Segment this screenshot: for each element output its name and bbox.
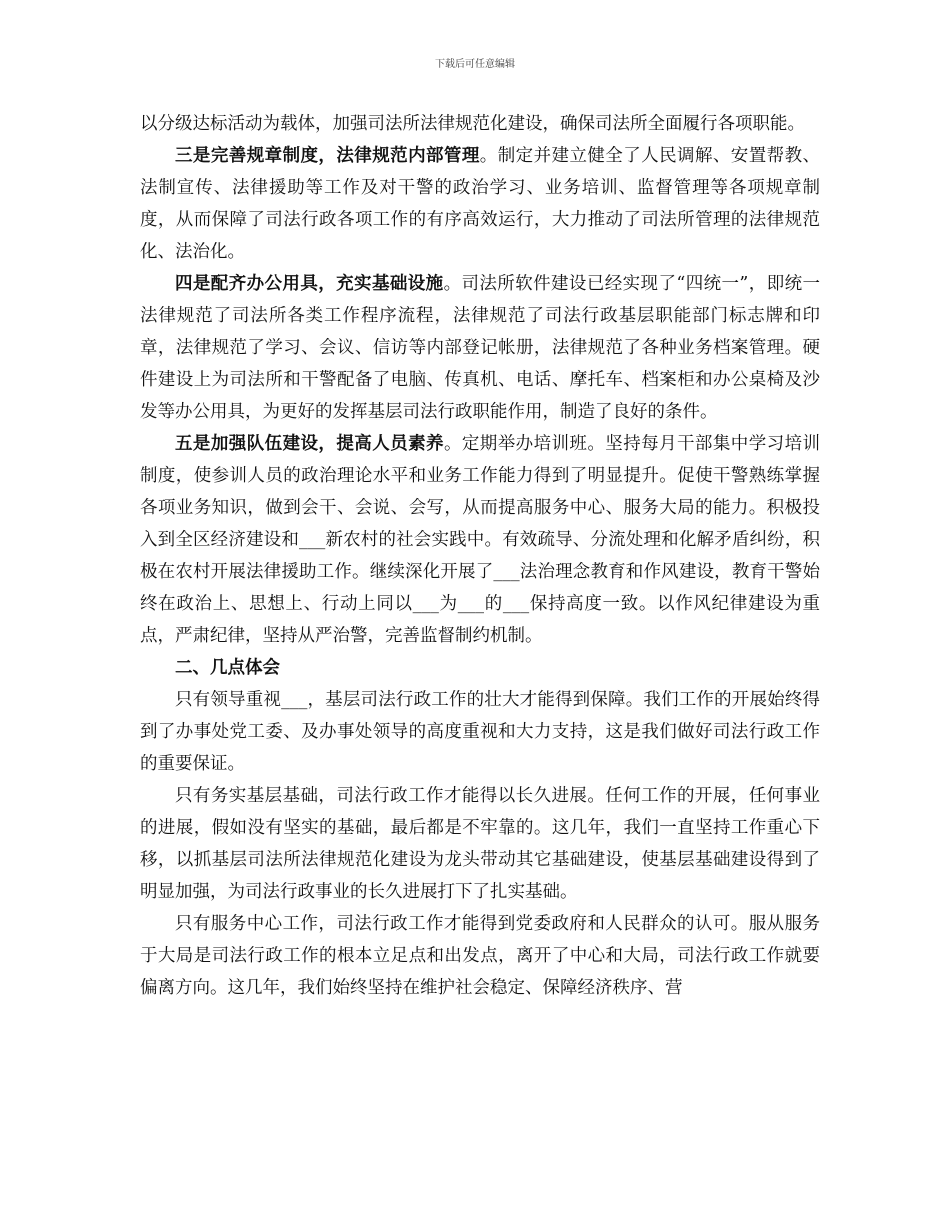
paragraph-4-text: 。定期举办培训班。坚持每月干部集中学习培训制度，使参训人员的政治理论水平和业务工作能力得到了明显提升。促使干警熟练掌握各项业务知识，做到会干、会说、会写，从而提高服务中心、服务大局的能力。积极投入到全区经济建设和___新农村的社会实践中。有效疏导、分流处理和化解矛盾纠纷，积极在农村开展法律援助工作。继续深化开展了___法治理念教育和作风建设，教育干警始终在政治上、思想上、行动上同以___为___的___保持高度一致。以作风纪律建设为重点，严肃纪律，坚持从严治警，完善监督制约机制。 [140,434,821,646]
paragraph-4-lead: 五是加强队伍建设，提高人员素养 [175,434,444,454]
section-paragraph-3: 只有服务中心工作，司法行政工作才能得到党委政府和人民群众的认可。服从服务于大局是司法行政工作的根本立足点和出发点，离开了中心和大局，司法行政工作就要偏离方向。这几年，我们始终坚持在维护社会稳定、保障经济秩序、营 [140,914,820,998]
paragraph-1 [140,108,820,140]
document-body [140,108,820,1004]
paragraph-3 [140,268,820,428]
section-heading: 二、几点体会 [175,658,280,678]
paragraph-3-lead: 四是配齐办公用具，充实基础设施 [175,274,444,294]
page-header: 下载后可任意编辑 [435,59,515,70]
paragraph-4 [140,428,820,652]
section-paragraph-2: 只有务实基层基础，司法行政工作才能得以长久进展。任何工作的开展，任何事业的进展，假如没有坚实的基础，最后都是不牢靠的。这几年，我们一直坚持工作重心下移，以抓基层司法所法律规范化建设为龙头带动其它基础建设，使基层基础建设得到了明显加强，为司法行政事业的长久进展打下了扎实基础。 [140,786,820,902]
paragraph-1-text: 以分级达标活动为载体，加强司法所法律规范化建设，确保司法所全面履行各项职能。 [140,114,805,134]
paragraph-3-text: 。司法所软件建设已经实现了“四统一”，即统一法律规范了司法所各类工作程序流程，法律规范了司法行政基层职能部门标志牌和印章，法律规范了学习、会议、信访等内部登记帐册，法律规范了各种业务档案管理。硬件建设上为司法所和干警配备了电脑、传真机、电话、摩托车、档案柜和办公桌椅及沙发等办公用具，为更好的发挥基层司法行政职能作用，制造了良好的条件。 [140,274,820,422]
section-paragraph-1: 只有领导重视___，基层司法行政工作的壮大才能得到保障。我们工作的开展始终得到了办事处党工委、及办事处领导的高度重视和大力支持，这是我们做好司法行政工作的重要保证。 [140,690,820,774]
paragraph-2-lead: 三是完善规章制度，法律规范内部管理 [175,146,480,166]
paragraph-2 [140,140,820,268]
paragraph-2-text: 。制定并建立健全了人民调解、安置帮教、法制宣传、法律援助等工作及对干警的政治学习、业务培训、监督管理等各项规章制度，从而保障了司法行政各项工作的有序高效运行，大力推动了司法所管理的法律规范化、法治化。 [140,146,821,262]
